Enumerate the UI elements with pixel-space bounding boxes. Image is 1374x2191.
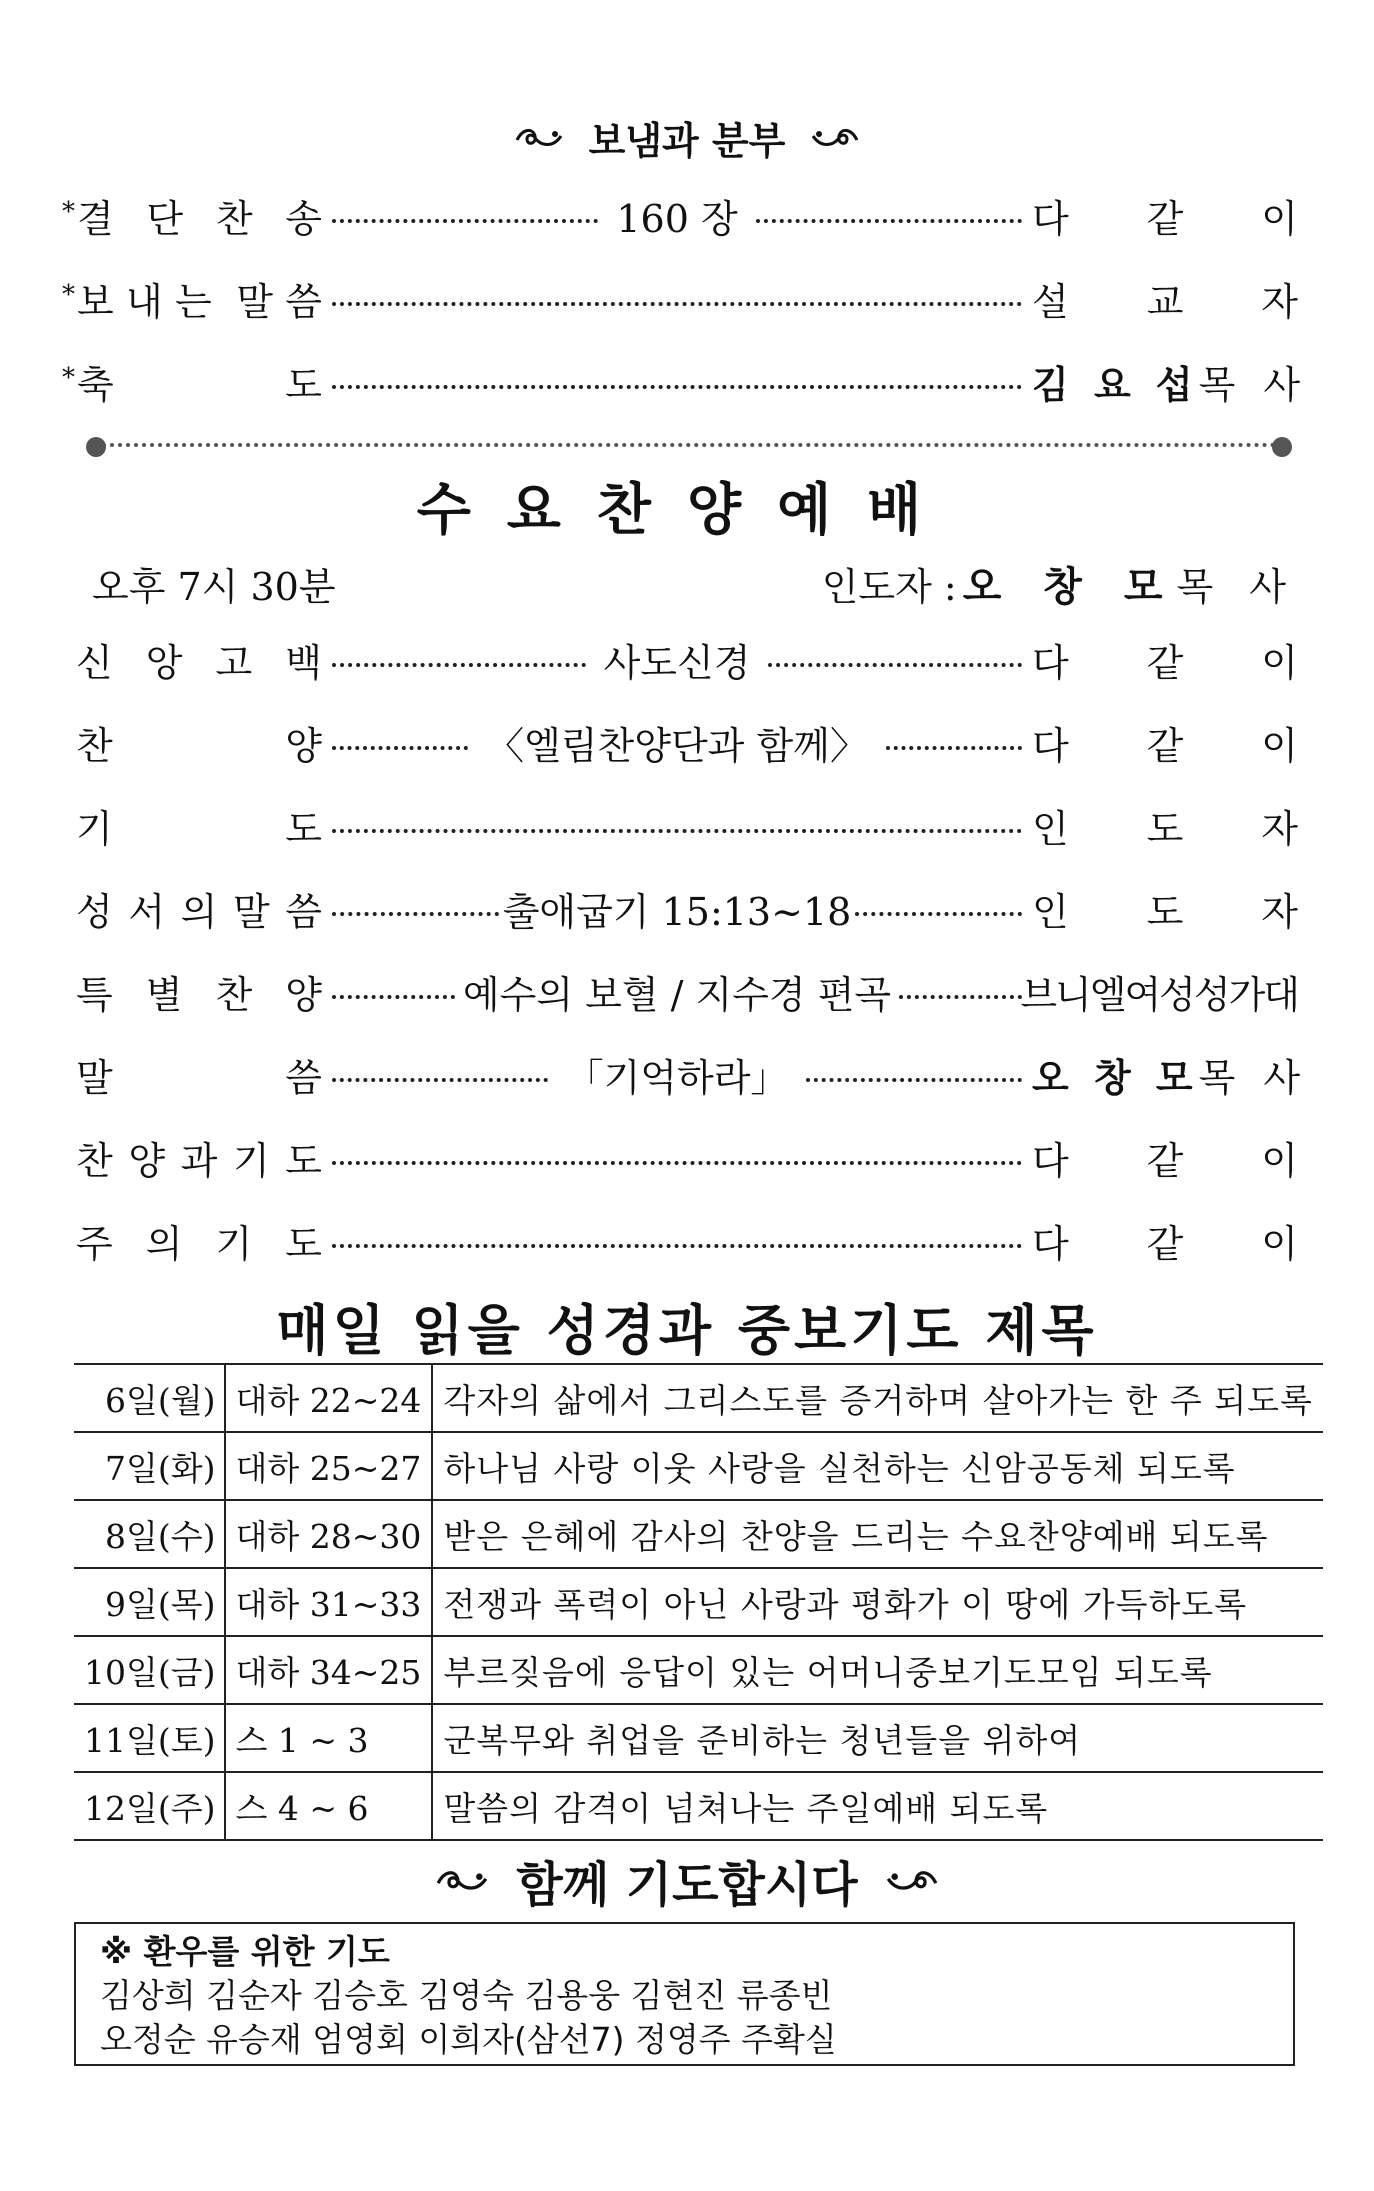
row-content: 예수의 보혈 / 지수경 편곡 [462, 972, 892, 1017]
row-content: 사도신경 [603, 640, 751, 685]
service-leader [822, 555, 1298, 612]
row-performer: 인 도 자 [1032, 806, 1298, 851]
reading-book: 대하 34~25 [225, 1636, 433, 1704]
row-label: 주 의 기 도 [76, 1221, 322, 1266]
row-label: 말 씀 [76, 1055, 322, 1100]
wed-row-creed [76, 633, 1298, 685]
row-performer: 다 같 이 [1032, 196, 1298, 241]
sending-row-1 [76, 189, 1298, 241]
row-content: 〈엘림찬양단과 함께〉 [486, 723, 868, 768]
reading-topic: 군복무와 취업을 준비하는 청년들을 위하여 [432, 1704, 1323, 1772]
reading-topic: 부르짖음에 응답이 있는 어머니중보기도모임 되도록 [432, 1636, 1323, 1704]
patient-names-line-2: 오정순 유승재 엄영회 이희자(삼선7) 정영주 주확실 [100, 2020, 837, 2059]
reading-day: 7일(화) [74, 1432, 225, 1500]
wed-row-special-hymn [76, 965, 1298, 1017]
row-performer: 다 같 이 [1032, 1138, 1298, 1183]
row-label: 신 앙 고 백 [76, 640, 322, 685]
leader-name: 오 창 모 [962, 563, 1177, 610]
reading-topic: 받은 은혜에 감사의 찬양을 드리는 수요찬양예배 되도록 [432, 1500, 1323, 1568]
reading-day: 11일(토) [74, 1704, 225, 1772]
performer-title: 목 사 [1198, 1055, 1309, 1100]
row-performer: 다 같 이 [1032, 1221, 1298, 1266]
sending-row-3 [76, 355, 1309, 407]
reading-day: 12일(주) [74, 1772, 225, 1840]
reading-book: 대하 25~27 [225, 1432, 433, 1500]
table-row [74, 1636, 1323, 1704]
performer-name: 오 창 모 [1032, 1055, 1199, 1100]
row-label: * 결 단 찬 송 [62, 188, 322, 243]
reading-book: 대하 31~33 [225, 1568, 433, 1636]
row-performer: 설 교 자 [1032, 279, 1298, 324]
reading-title: 매일 읽을 성경과 중보기도 제목 [276, 1299, 1098, 1362]
table-row [74, 1432, 1323, 1500]
row-label: 성 서 의 말 씀 [76, 889, 322, 934]
wed-row-lords-prayer [76, 1214, 1298, 1266]
wednesday-service-title: 수요찬양예배 [416, 478, 958, 543]
reading-day: 9일(목) [74, 1568, 225, 1636]
service-time-row [92, 555, 1298, 611]
sending-row-2 [76, 272, 1298, 324]
row-label: 특 별 찬 양 [76, 972, 322, 1017]
left-ornament-icon [436, 1868, 488, 1894]
row-content: 출애굽기 15:13~18 [502, 889, 852, 934]
row-performer: 다 같 이 [1032, 640, 1298, 685]
table-row [74, 1500, 1323, 1568]
row-label: 찬 양 [76, 723, 322, 768]
prayer-title: 함께 기도합시다 [516, 1857, 858, 1913]
patient-prayer-heading: ※ 환우를 위한 기도 [100, 1932, 390, 1971]
reading-day: 10일(금) [74, 1636, 225, 1704]
wed-row-praise-prayer [76, 1131, 1298, 1183]
row-performer: 인 도 자 [1032, 889, 1298, 934]
reading-book: 스 4 ~ 6 [225, 1772, 433, 1840]
wed-row-sermon [76, 1048, 1309, 1100]
sending-title: 보냄과 분부 [588, 119, 786, 163]
row-label: * 축 도 [62, 354, 322, 409]
reading-day: 8일(수) [74, 1500, 225, 1568]
patient-names-line-1: 김상희 김순자 김승호 김영숙 김용웅 김현진 류종빈 [100, 1976, 833, 2015]
row-label: 기 도 [76, 806, 322, 851]
service-time: 오후 7시 30분 [92, 564, 336, 609]
leader-title: 목 사 [1176, 564, 1298, 609]
sending-heading [0, 110, 1374, 165]
performer-name: 김 요 섭 [1032, 362, 1199, 407]
left-ornament-icon [515, 126, 563, 150]
reading-topic: 전쟁과 폭력이 아닌 사랑과 평화가 이 땅에 가득하도록 [432, 1568, 1323, 1636]
performer-title: 목 사 [1198, 362, 1309, 407]
leader-prefix: 인도자 : [821, 564, 957, 609]
reading-book: 대하 22~24 [225, 1364, 433, 1432]
table-row [74, 1364, 1323, 1432]
row-performer [1032, 1047, 1309, 1102]
right-ornament-icon [811, 126, 859, 150]
row-performer: 다 같 이 [1032, 723, 1298, 768]
reading-table [74, 1363, 1323, 1841]
reading-day: 6일(월) [74, 1364, 225, 1432]
table-row [74, 1772, 1323, 1840]
reading-topic: 말씀의 감격이 넘쳐나는 주일예배 되도록 [432, 1772, 1323, 1840]
table-row [74, 1568, 1323, 1636]
row-label: * 보 내 는 말 씀 [62, 271, 322, 326]
table-row [74, 1704, 1323, 1772]
right-ornament-icon [886, 1868, 938, 1894]
prayer-heading [0, 1846, 1374, 1915]
row-performer: 브니엘여성성가대 [1020, 972, 1298, 1017]
section-divider [90, 437, 1288, 453]
wed-row-prayer [76, 799, 1298, 851]
wed-row-scripture [76, 882, 1298, 934]
reading-book: 대하 28~30 [225, 1500, 433, 1568]
sermon-title: 「기억하라」 [565, 1055, 789, 1100]
reading-book: 스 1 ~ 3 [225, 1704, 433, 1772]
wed-row-hymn [76, 716, 1298, 768]
reading-topic: 각자의 삶에서 그리스도를 증거하며 살아가는 한 주 되도록 [432, 1364, 1323, 1432]
row-label: 찬 양 과 기 도 [76, 1138, 322, 1183]
row-performer [1032, 354, 1309, 409]
row-content: 160 장 [616, 196, 738, 241]
patient-prayer-box [74, 1922, 1295, 2066]
reading-topic: 하나님 사랑 이웃 사랑을 실천하는 신암공동체 되도록 [432, 1432, 1323, 1500]
